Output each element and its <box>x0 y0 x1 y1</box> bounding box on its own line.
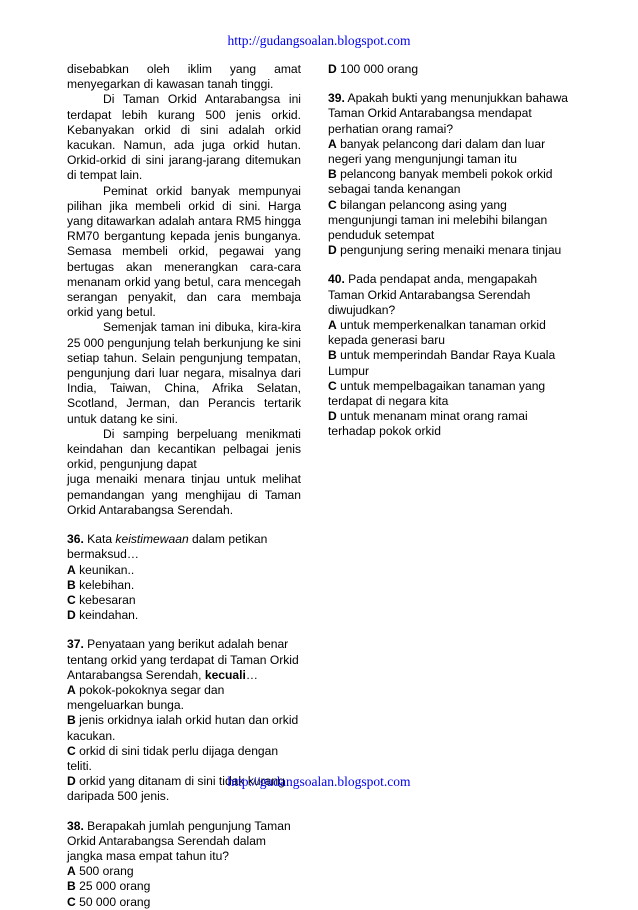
passage-paragraph-4: Di samping berpeluang menikmati keindahan dan kecantikan pelbagai jenis orkid, pengunjung dapat <box>67 426 301 472</box>
option-text: bilangan pelancong asing yang mengunjungi taman ini melebihi bilangan penduduk setempat <box>328 197 548 243</box>
question-39-number: 39. <box>328 91 345 106</box>
question-36-term: keistimewaan <box>115 532 189 547</box>
option-text: 500 orang <box>75 864 134 879</box>
question-39-stem <box>328 91 574 137</box>
question-36-option-c[interactable] <box>67 593 301 608</box>
option-letter: C <box>67 743 76 758</box>
option-letter: A <box>328 136 337 151</box>
option-text: 50 000 orang <box>75 894 151 909</box>
option-text: untuk memperindah Bandar Raya Kuala Lumpur <box>328 348 556 378</box>
passage-paragraph-5: juga menaiki menara tinjau untuk melihat pemandangan yang menghijau di Taman Orkid Antarabangsa Serendah. <box>67 472 301 517</box>
option-letter: C <box>67 592 76 607</box>
question-36 <box>67 532 301 623</box>
option-text: kebesaran <box>75 592 136 607</box>
question-40-option-d[interactable] <box>328 409 574 439</box>
right-column <box>328 62 574 440</box>
option-letter: A <box>67 864 76 879</box>
question-37-emphasis: kecuali <box>204 667 246 682</box>
option-letter: A <box>328 318 337 333</box>
question-37-text-post: … <box>245 667 258 682</box>
option-text: pokok-pokoknya segar dan mengeluarkan bunga. <box>67 682 225 713</box>
passage-paragraph-2: Peminat orkid banyak mempunyai pilihan jika membeli orkid di sini. Harga yang ditawarkan adalah antara RM5 hingga RM70 bergantung kepada jenis bunganya. Semasa membeli orkid, pegawai yang bertugas akan menerangkan cara-cara menanam orkid yang betul, cara mencegah serangan penyakit, dan cara membaja orkid yang betul. <box>67 183 301 320</box>
option-letter: B <box>328 167 337 182</box>
option-letter: C <box>328 197 337 212</box>
option-letter: B <box>67 879 76 894</box>
option-letter: A <box>67 682 76 697</box>
question-40-option-b[interactable] <box>328 348 574 378</box>
question-40-option-a[interactable] <box>328 318 574 348</box>
option-letter: D <box>328 62 337 76</box>
option-letter: B <box>67 577 76 592</box>
question-38-stem <box>67 819 301 865</box>
question-37-option-b[interactable] <box>67 713 301 743</box>
question-36-option-a[interactable] <box>67 563 301 578</box>
question-37-text-pre: Penyataan yang berikut adalah benar tentang orkid yang terdapat di Taman Orkid Antarabangsa Serendah, <box>67 637 299 682</box>
question-38-number: 38. <box>67 818 84 833</box>
option-letter: C <box>328 378 337 393</box>
question-38-option-d[interactable] <box>328 62 574 77</box>
option-letter: B <box>328 348 337 363</box>
question-37-stem <box>67 637 301 683</box>
question-40-number: 40. <box>328 272 345 287</box>
question-36-stem <box>67 532 301 562</box>
option-text: keindahan. <box>75 608 139 623</box>
header-url-link[interactable]: http://gudangsoalan.blogspot.com <box>227 33 411 48</box>
option-text: jenis orkidnya ialah orkid hutan dan orkid kacukan. <box>67 713 299 743</box>
question-38 <box>67 819 301 910</box>
question-39-option-b[interactable] <box>328 167 574 197</box>
option-text: kelebihan. <box>75 577 135 592</box>
footer-url-link[interactable]: http://gudangsoalan.blogspot.com <box>227 774 411 789</box>
option-letter: D <box>328 243 337 258</box>
question-36-option-b[interactable] <box>67 578 301 593</box>
question-38-option-b[interactable] <box>67 879 301 894</box>
question-39-option-d[interactable] <box>328 243 574 258</box>
option-text: untuk mempelbagaikan tanaman yang terdapat di negara kita <box>328 378 546 409</box>
question-39 <box>328 91 574 258</box>
passage-paragraph-1: Di Taman Orkid Antarabangsa ini terdapat lebih kurang 500 jenis orkid. Kebanyakan orkid di sini adalah orkid kacukan. Namun, ada juga orkid hutan. Orkid-orkid di sini jarang-jarang ditemukan di tempat lain. <box>67 92 301 183</box>
question-39-option-c[interactable] <box>328 198 574 244</box>
question-40 <box>328 272 574 439</box>
question-37-option-a[interactable] <box>67 683 301 713</box>
passage-paragraph-0: disebabkan oleh iklim yang amat menyegarkan di kawasan tanah tinggi. <box>67 62 301 92</box>
question-40-text: Pada pendapat anda, mengapakah Taman Orkid Antarabangsa Serendah diwujudkan? <box>328 272 538 317</box>
question-38-option-c[interactable] <box>67 895 301 910</box>
option-text: pengunjung sering menaiki menara tinjau <box>336 243 562 258</box>
option-text: pelancong banyak membeli pokok orkid sebagai tanda kenangan <box>328 167 553 197</box>
option-text: 25 000 orang <box>75 879 151 894</box>
question-38-option-a[interactable] <box>67 864 301 879</box>
option-letter: C <box>67 894 76 909</box>
option-letter: D <box>67 608 76 623</box>
question-37-number: 37. <box>67 637 84 652</box>
option-letter: A <box>67 562 76 577</box>
option-text: banyak pelancong dari dalam dan luar negeri yang mengunjungi taman itu <box>328 136 546 167</box>
question-40-stem <box>328 272 574 318</box>
option-letter: B <box>67 713 76 728</box>
option-letter: D <box>67 774 76 789</box>
question-37-option-c[interactable] <box>67 744 301 774</box>
question-39-option-a[interactable] <box>328 137 574 167</box>
option-text: 100 000 orang <box>336 62 419 76</box>
option-text: untuk menanam minat orang ramai terhadap pokok orkid <box>328 409 528 439</box>
question-36-option-d[interactable] <box>67 608 301 623</box>
question-40-option-c[interactable] <box>328 379 574 409</box>
question-36-number: 36. <box>67 532 84 547</box>
option-letter: D <box>328 409 337 424</box>
option-text: keunikan.. <box>75 562 135 577</box>
question-36-text-pre: Kata <box>83 532 116 547</box>
passage-paragraph-3: Semenjak taman ini dibuka, kira-kira 25 000 pengunjung telah berkunjung ke sini setiap tahun. Selain pengunjung tempatan, pengunjung dari luar negara, misalnya dari India, Taiwan, China, Afrika Selatan, Scotland, Jerman, dan Perancis tertarik untuk datang ke sini. <box>67 320 301 426</box>
option-text: untuk memperkenalkan tanaman orkid kepada generasi baru <box>328 318 546 348</box>
question-36-text-post: dalam petikan bermaksud… <box>67 532 268 562</box>
option-text: orkid yang ditanam di sini tidak kurang daripada 500 jenis. <box>67 774 285 804</box>
question-38-text: Berapakah jumlah pengunjung Taman Orkid Antarabangsa Serendah dalam jangka masa empat tahun itu? <box>67 818 291 863</box>
question-39-text: Apakah bukti yang menunjukkan bahawa Taman Orkid Antarabangsa mendapat perhatian orang ramai? <box>328 91 569 136</box>
option-text: orkid di sini tidak perlu dijaga dengan teliti. <box>67 743 279 773</box>
